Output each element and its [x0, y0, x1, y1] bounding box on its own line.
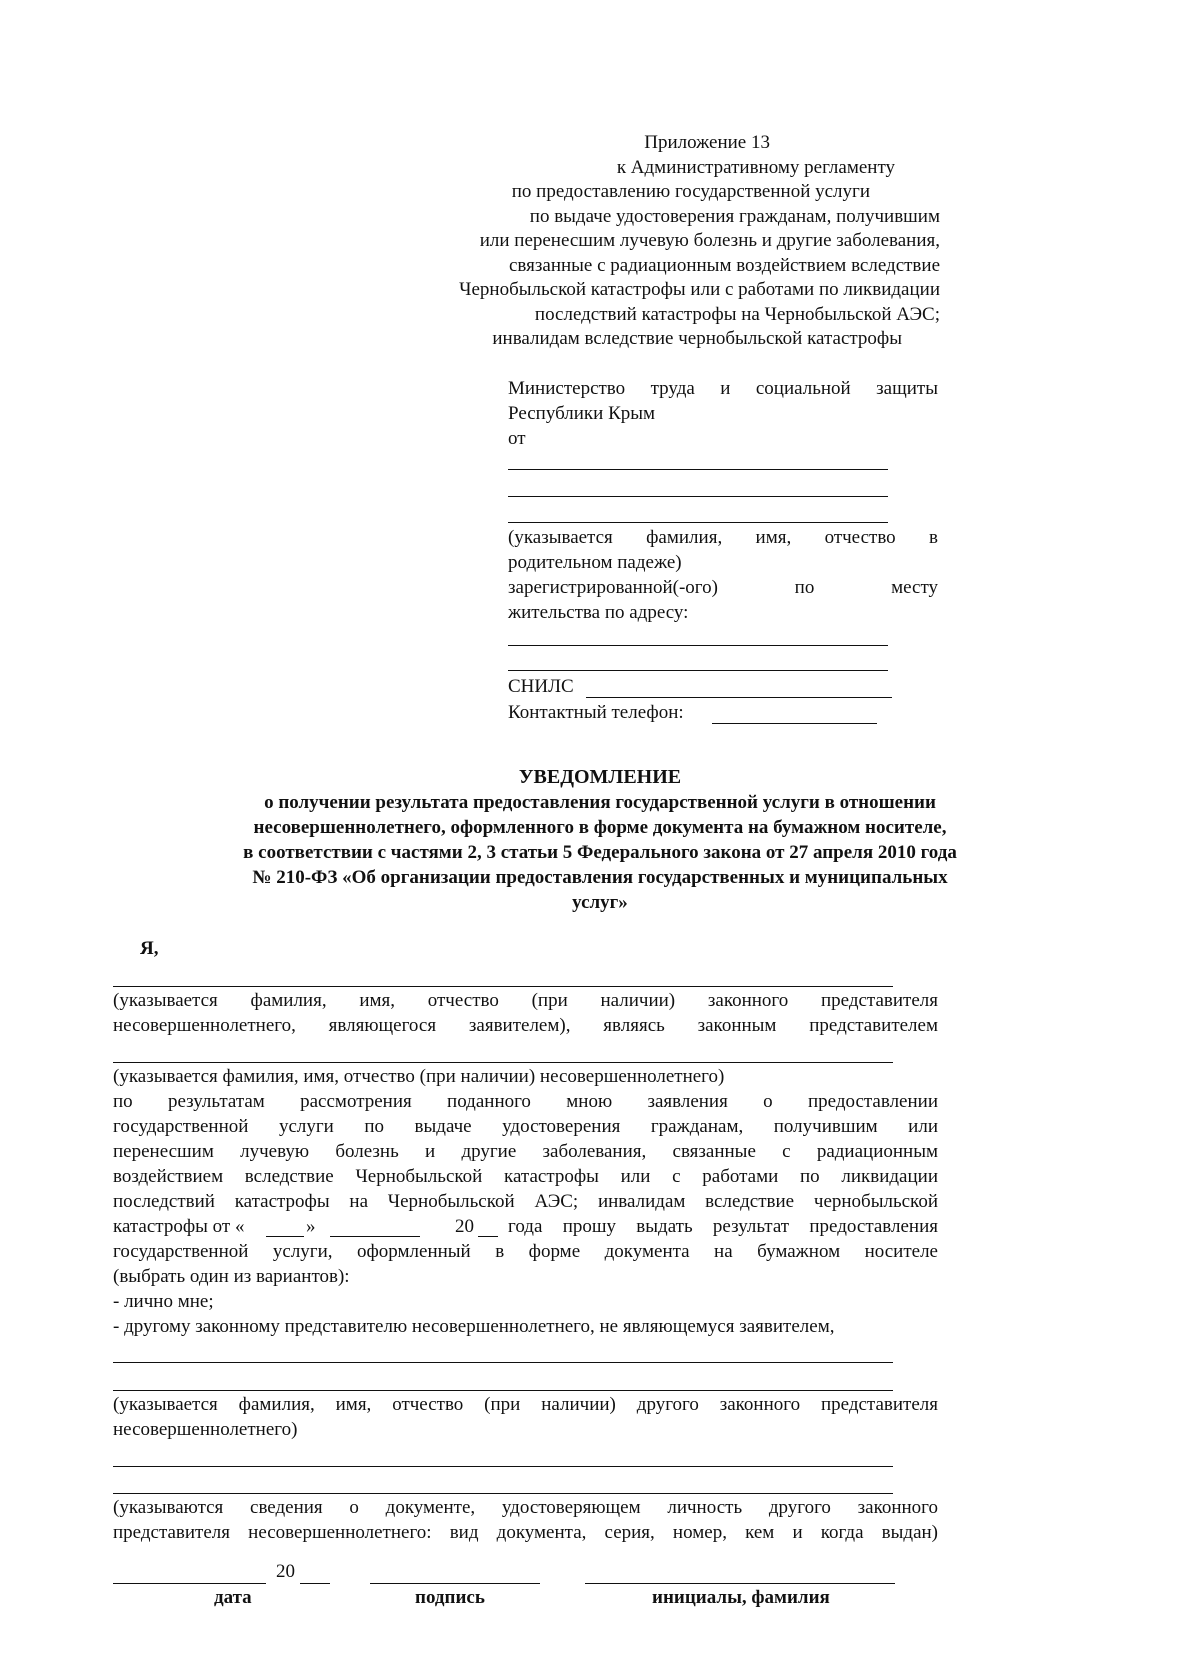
appendix-line: последствий катастрофы на Чернобыльской АЭС; [534, 303, 940, 325]
date-day-line [266, 1236, 304, 1237]
hint2: (указывается фамилия, имя, отчество (при наличии) несовершеннолетнего) [113, 1066, 725, 1087]
date-mid: » [306, 1216, 316, 1237]
doc-line-2 [113, 1493, 893, 1494]
hint3-line-2: несовершеннолетнего) [113, 1419, 298, 1440]
address-line-1 [508, 645, 888, 646]
sign-name-line [585, 1583, 895, 1584]
hint4-line-1: (указываются сведения о документе, удостоверяющем личность другого законного [113, 1497, 938, 1518]
other-rep-line-1 [113, 1362, 893, 1363]
title-sub-2: несовершеннолетнего, оформленного в форме документа на бумажном носителе, [253, 817, 947, 838]
registered-line-1: зарегистрированной(-ого) по месту [508, 577, 938, 598]
phone-line [712, 723, 877, 724]
from-line-3 [508, 522, 888, 523]
appendix-header [459, 131, 940, 352]
para-line-1: по результатам рассмотрения поданного мною заявления о предоставлении [113, 1091, 938, 1112]
registered-line-2: жительства по адресу: [508, 602, 689, 623]
appendix-line: или перенесшим лучевую болезнь и другие заболевания, [479, 230, 940, 251]
para-end-2: (выбрать один из вариантов): [113, 1266, 350, 1287]
applicant-name-line [113, 986, 893, 987]
snils-label: СНИЛС [508, 676, 574, 697]
initials-label: инициалы, фамилия [652, 1587, 830, 1608]
doc-line-1 [113, 1466, 893, 1467]
title-sub-3: в соответствии с частями 2, 3 статьи 5 Федерального закона от 27 апреля 2010 года [243, 842, 957, 863]
date-label: дата [214, 1587, 252, 1608]
date-suffix: года прошу выдать результат предоставления [508, 1216, 938, 1237]
from-line-1 [508, 469, 888, 470]
appendix-line: инвалидам вследствие чернобыльской катастрофы [492, 328, 902, 349]
date-year-line [478, 1236, 498, 1237]
hint1-line-1: (указывается фамилия, имя, отчество (при наличии) законного представителя [113, 990, 938, 1011]
date-month-line [330, 1236, 420, 1237]
appendix-line: Приложение 13 [644, 132, 770, 153]
appendix-line: по выдаче удостоверения гражданам, получившим [529, 205, 940, 227]
title-sub-1: о получении результата предоставления государственной услуги в отношении [264, 792, 936, 813]
option-2: - другому законному представителю несовершеннолетнего, не являющемуся заявителем, [113, 1316, 835, 1337]
appendix-line: связанные с радиационным воздействием вследствие [509, 254, 940, 276]
para-line-2: государственной услуги по выдаче удостоверения гражданам, получившим или [113, 1116, 938, 1137]
date-prefix: катастрофы от « [113, 1216, 245, 1237]
hint1-line-2: несовершеннолетнего, являющегося заявителем), являясь законным представителем [113, 1015, 938, 1036]
other-rep-line-2 [113, 1390, 893, 1391]
title-sub-5: услуг» [572, 892, 628, 913]
option-1: - лично мне; [113, 1291, 214, 1312]
sign-date-line [113, 1583, 266, 1584]
name-hint-line-2: родительном падеже) [508, 552, 682, 573]
recipient-line-2: Республики Крым [508, 403, 656, 424]
appendix-line: по предоставлению государственной услуги [511, 181, 870, 202]
sign-year-line [300, 1583, 330, 1584]
address-line-2 [508, 670, 888, 671]
signature-label: подпись [415, 1587, 485, 1608]
phone-label: Контактный телефон: [508, 702, 684, 723]
minor-name-line [113, 1062, 893, 1063]
snils-line [586, 697, 892, 698]
appendix-line: Чернобыльской катастрофы или с работами по ликвидации [459, 279, 940, 300]
title-sub-4: № 210-ФЗ «Об организации предоставления государственных и муниципальных [252, 867, 948, 888]
document-title: УВЕДОМЛЕНИЕ [518, 766, 682, 788]
hint4-line-2: представителя несовершеннолетнего: вид документа, серия, номер, кем и когда выдан) [113, 1522, 938, 1543]
para-line-4: воздействием вследствие Чернобыльской катастрофы или с работами по ликвидации [113, 1166, 938, 1187]
sign-signature-line [370, 1583, 540, 1584]
from-line-2 [508, 496, 888, 497]
para-line-3: перенесшим лучевую болезнь и другие заболевания, связанные с радиационным [113, 1141, 938, 1162]
hint3-line-1: (указывается фамилия, имя, отчество (при наличии) другого законного представителя [113, 1394, 938, 1415]
from-label: от [508, 428, 526, 449]
appendix-line: к Административному регламенту [616, 156, 895, 178]
para-line-5: последствий катастрофы на Чернобыльской АЭС; инвалидам вследствие чернобыльской [113, 1191, 938, 1212]
name-hint-line-1: (указывается фамилия, имя, отчество в [508, 527, 938, 548]
sign-year: 20 [276, 1561, 295, 1582]
date-year: 20 [455, 1216, 474, 1237]
recipient-line-1: Министерство труда и социальной защиты [508, 378, 938, 399]
para-end-1: государственной услуги, оформленный в форме документа на бумажном носителе [113, 1241, 938, 1262]
i-label: Я, [140, 938, 159, 959]
